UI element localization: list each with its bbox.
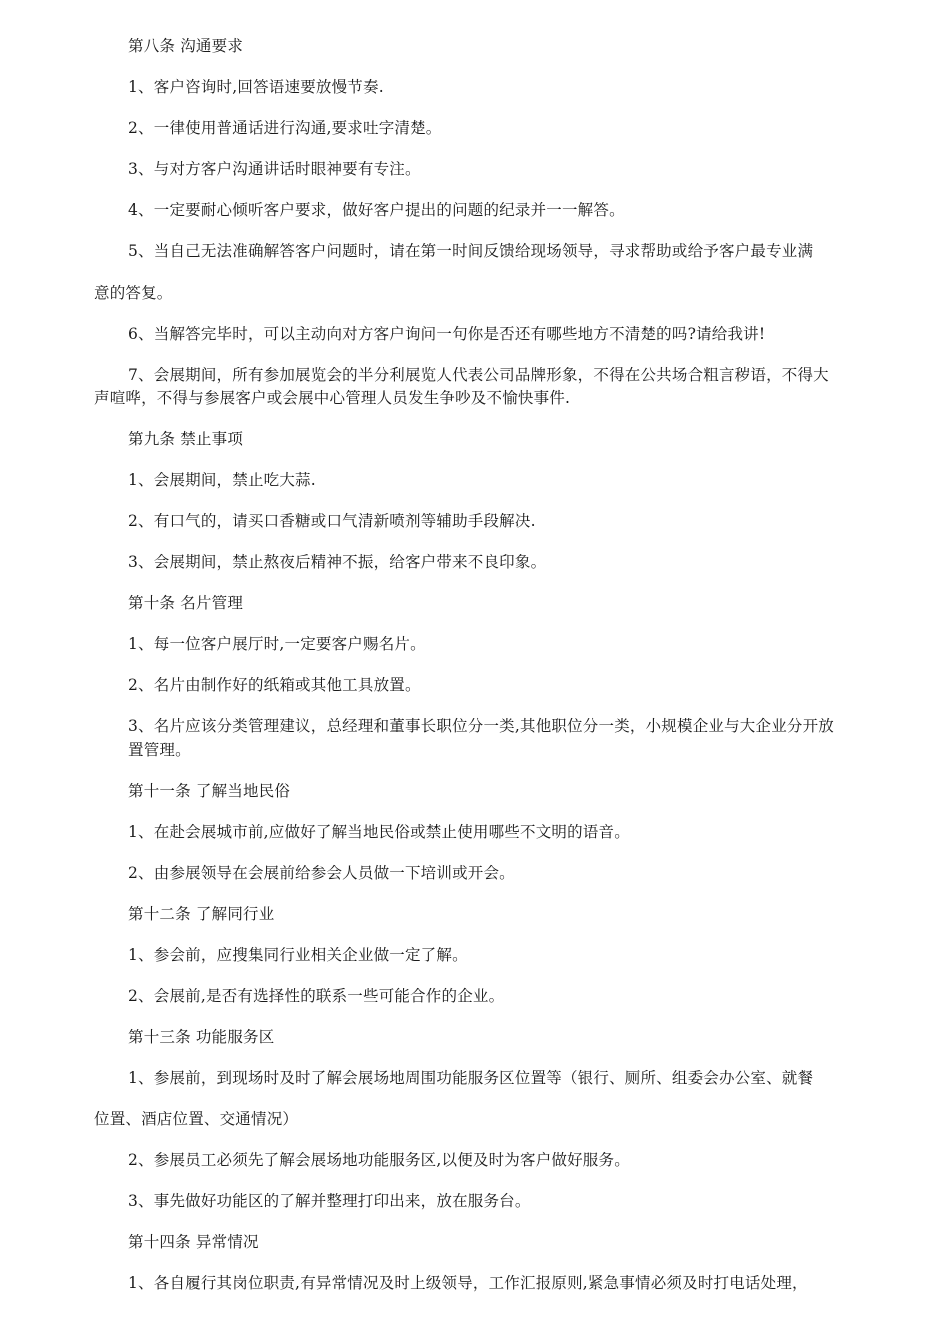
paragraph: 1、客户咨询时,回答语速要放慢节奏. [128, 78, 384, 96]
paragraph: 4、一定要耐心倾听客户要求，做好客户提出的问题的纪录并一一解答。 [128, 201, 625, 219]
paragraph: 3、与对方客户沟通讲话时眼神要有专注。 [128, 160, 421, 178]
paragraph: 1、会展期间，禁止吃大蒜. [128, 471, 316, 489]
heading-article-8: 第八条 沟通要求 [128, 37, 244, 55]
paragraph: 2、一律使用普通话进行沟通,要求吐字清楚。 [128, 119, 442, 137]
paragraph-continuation: 声喧哗，不得与参展客户或会展中心管理人员发生争吵及不愉快事件. [94, 389, 571, 407]
paragraph: 5、当自己无法准确解答客户问题时，请在第一时间反馈给现场领导，寻求帮助或给予客户最专业满 [128, 242, 814, 260]
heading-article-12: 第十二条 了解同行业 [128, 905, 275, 923]
paragraph: 1、各自履行其岗位职责,有异常情况及时上级领导，工作汇报原则,紧急事情必须及时打电话处理， [128, 1274, 808, 1292]
paragraph: 3、名片应该分类管理建议，总经理和董事长职位分一类,其他职位分一类，小规模企业与大企业分开放 [128, 717, 834, 735]
paragraph: 3、事先做好功能区的了解并整理打印出来，放在服务台。 [128, 1192, 531, 1210]
paragraph-continuation: 意的答复。 [94, 284, 173, 302]
paragraph: 2、会展前,是否有选择性的联系一些可能合作的企业。 [128, 987, 505, 1005]
paragraph: 1、参展前，到现场时及时了解会展场地周围功能服务区位置等（银行、厕所、组委会办公室、就餐 [128, 1069, 814, 1087]
heading-article-13: 第十三条 功能服务区 [128, 1028, 275, 1046]
paragraph: 1、在赴会展城市前,应做好了解当地民俗或禁止使用哪些不文明的语音。 [128, 823, 630, 841]
paragraph: 1、参会前，应搜集同行业相关企业做一定了解。 [128, 946, 468, 964]
paragraph: 2、由参展领导在会展前给参会人员做一下培训或开会。 [128, 864, 515, 882]
paragraph: 1、每一位客户展厅时,一定要客户赐名片。 [128, 635, 426, 653]
paragraph: 2、参展员工必须先了解会展场地功能服务区,以便及时为客户做好服务。 [128, 1151, 630, 1169]
paragraph: 3、会展期间，禁止熬夜后精神不振，给客户带来不良印象。 [128, 553, 547, 571]
paragraph-continuation: 位置、酒店位置、交通情况） [94, 1110, 299, 1128]
heading-article-11: 第十一条 了解当地民俗 [128, 782, 291, 800]
paragraph: 7、会展期间，所有参加展览会的半分利展览人代表公司品牌形象，不得在公共场合粗言秽语，不得大 [128, 366, 829, 384]
heading-article-14: 第十四条 异常情况 [128, 1233, 259, 1251]
paragraph: 6、当解答完毕时，可以主动向对方客户询问一句你是否还有哪些地方不清楚的吗?请给我讲! [128, 325, 766, 343]
heading-article-10: 第十条 名片管理 [128, 594, 244, 612]
heading-article-9: 第九条 禁止事项 [128, 430, 244, 448]
paragraph-continuation: 置管理。 [128, 741, 191, 759]
paragraph: 2、有口气的，请买口香糖或口气清新喷剂等辅助手段解决. [128, 512, 536, 530]
paragraph: 2、名片由制作好的纸箱或其他工具放置。 [128, 676, 421, 694]
